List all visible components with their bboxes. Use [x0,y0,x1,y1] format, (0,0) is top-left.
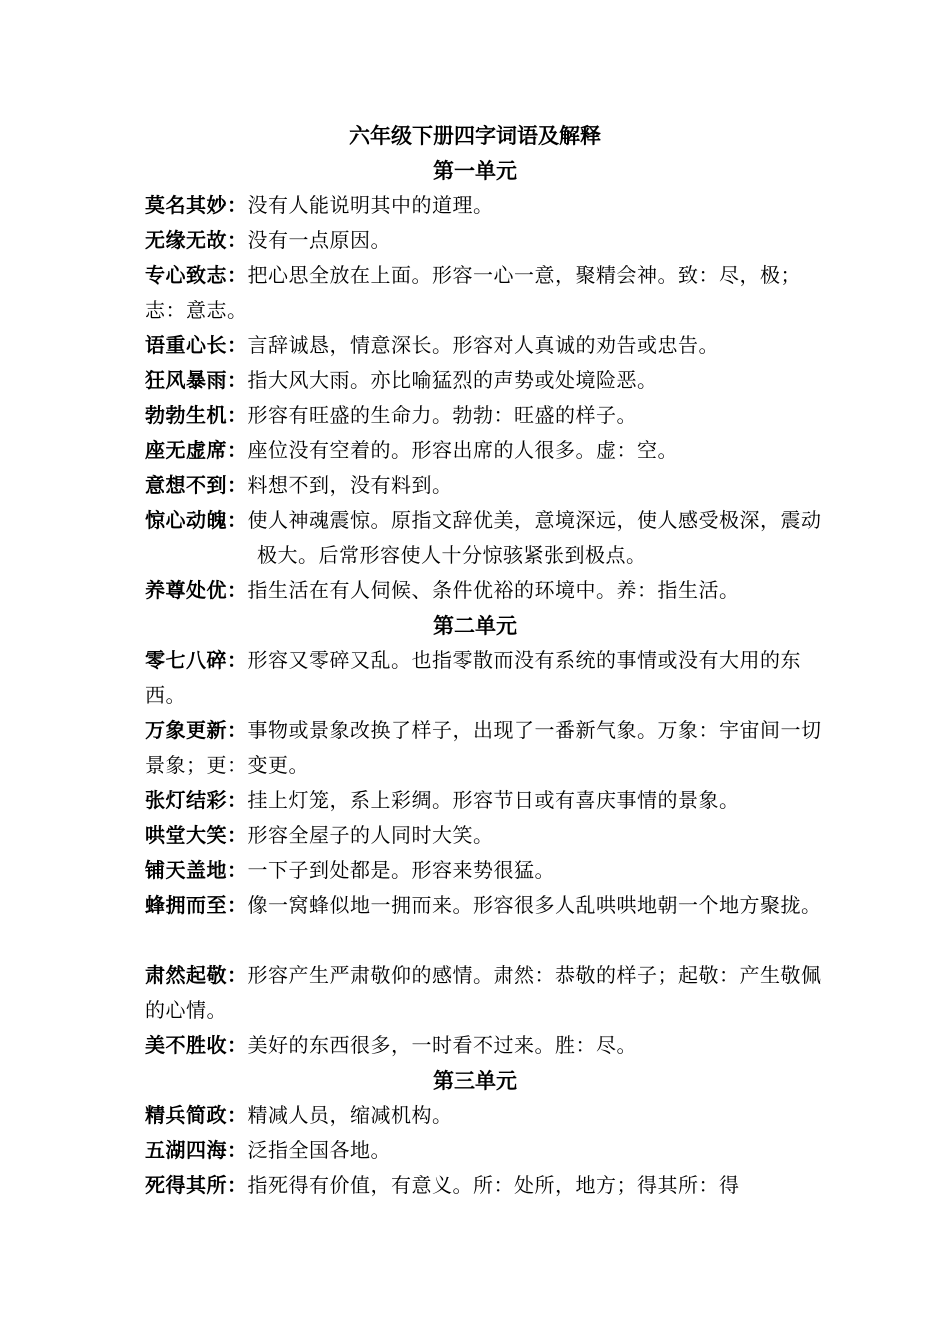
entry-term: 无缘无故： [145,228,248,252]
vocab-entry [145,573,825,608]
entry-term: 语重心长： [145,333,248,357]
unit-heading-2: 第二单元 [433,613,517,638]
entry-definition: 精减人员，缩减机构。 [247,1103,453,1127]
vocab-entry [145,853,825,888]
entry-definition: 美好的东西很多，一时看不过来。胜：尽。 [247,1033,637,1057]
vocab-entry [145,1168,825,1203]
entry-definition: 使人神魂震惊。原指文辞优美，意境深远，使人感受极深，震动极大。后常形容使人十分惊骇紧张到极点。 [247,508,822,567]
entry-definition: 形容又零碎又乱。也指零散而没有系统的事情或没有大用的东西。 [145,648,801,707]
vocab-entry [145,188,825,223]
entry-term: 死得其所： [145,1173,248,1197]
entry-definition: 泛指全国各地。 [247,1138,391,1162]
entry-definition: 没有人能说明其中的道理。 [247,193,494,217]
entry-term: 蜂拥而至： [145,893,248,917]
entry-term: 美不胜收： [145,1033,248,1057]
vocab-entry [145,1098,825,1133]
entry-term: 养尊处优： [145,578,248,602]
entry-term: 狂风暴雨： [145,368,248,392]
vocab-entry [145,503,825,573]
entry-definition: 没有一点原因。 [247,228,391,252]
entry-term: 精兵简政： [145,1103,248,1127]
entry-definition: 像一窝蜂似地一拥而来。形容很多人乱哄哄地朝一个地方聚拢。 [247,893,822,917]
vocab-entry [145,713,825,783]
vocab-entry [145,363,825,398]
entry-term: 勃勃生机： [145,403,248,427]
entry-term: 莫名其妙： [145,193,248,217]
vocab-entry [145,328,825,363]
entry-definition: 指大风大雨。亦比喻猛烈的声势或处境险恶。 [247,368,658,392]
entry-term: 万象更新： [145,718,248,742]
entry-definition: 一下子到处都是。形容来势很猛。 [247,858,555,882]
entry-definition: 形容有旺盛的生命力。勃勃：旺盛的样子。 [247,403,637,427]
entry-definition: 料想不到，没有料到。 [247,473,453,497]
vocab-entry [145,1133,825,1168]
entry-definition: 形容产生严肃敬仰的感情。肃然：恭敬的样子；起敬：产生敬佩的心情。 [145,963,822,1022]
unit-heading-3: 第三单元 [433,1068,517,1093]
vocab-entry [145,958,825,1028]
entry-definition: 把心思全放在上面。形容一心一意，聚精会神。致：尽，极；志：意志。 [145,263,801,322]
entry-term: 铺天盖地： [145,858,248,882]
entry-definition: 挂上灯笼，系上彩绸。形容节日或有喜庆事情的景象。 [247,788,740,812]
entry-term: 肃然起敬： [145,963,248,987]
entry-term: 零七八碎： [145,648,248,672]
entry-term: 惊心动魄： [145,508,248,532]
vocab-entry [145,398,825,433]
vocab-entry [145,468,825,503]
entry-definition: 事物或景象改换了样子，出现了一番新气象。万象：宇宙间一切景象；更：变更。 [145,718,822,777]
entry-definition: 形容全屋子的人同时大笑。 [247,823,494,847]
page-title: 六年级下册四字词语及解释 [349,123,601,148]
entry-term: 五湖四海： [145,1138,248,1162]
entry-term: 哄堂大笑： [145,823,248,847]
entry-definition: 指死得有价值，有意义。所：处所，地方；得其所：得 [247,1173,740,1197]
entry-term: 意想不到： [145,473,248,497]
vocab-entry [145,783,825,818]
vocab-entry [145,888,825,923]
entry-definition: 座位没有空着的。形容出席的人很多。虚：空。 [247,438,678,462]
entry-term: 专心致志： [145,263,248,287]
vocab-entry [145,818,825,853]
entry-term: 张灯结彩： [145,788,248,812]
vocab-entry [145,433,825,468]
entry-term: 座无虚席： [145,438,248,462]
entry-definition: 言辞诚恳，情意深长。形容对人真诚的劝告或忠告。 [247,333,719,357]
unit-heading-1: 第一单元 [433,158,517,183]
vocab-entry [145,258,825,328]
vocab-entry [145,1028,825,1063]
entry-definition: 指生活在有人伺候、条件优裕的环境中。养：指生活。 [247,578,740,602]
vocab-entry [145,643,825,713]
vocab-entry [145,223,825,258]
